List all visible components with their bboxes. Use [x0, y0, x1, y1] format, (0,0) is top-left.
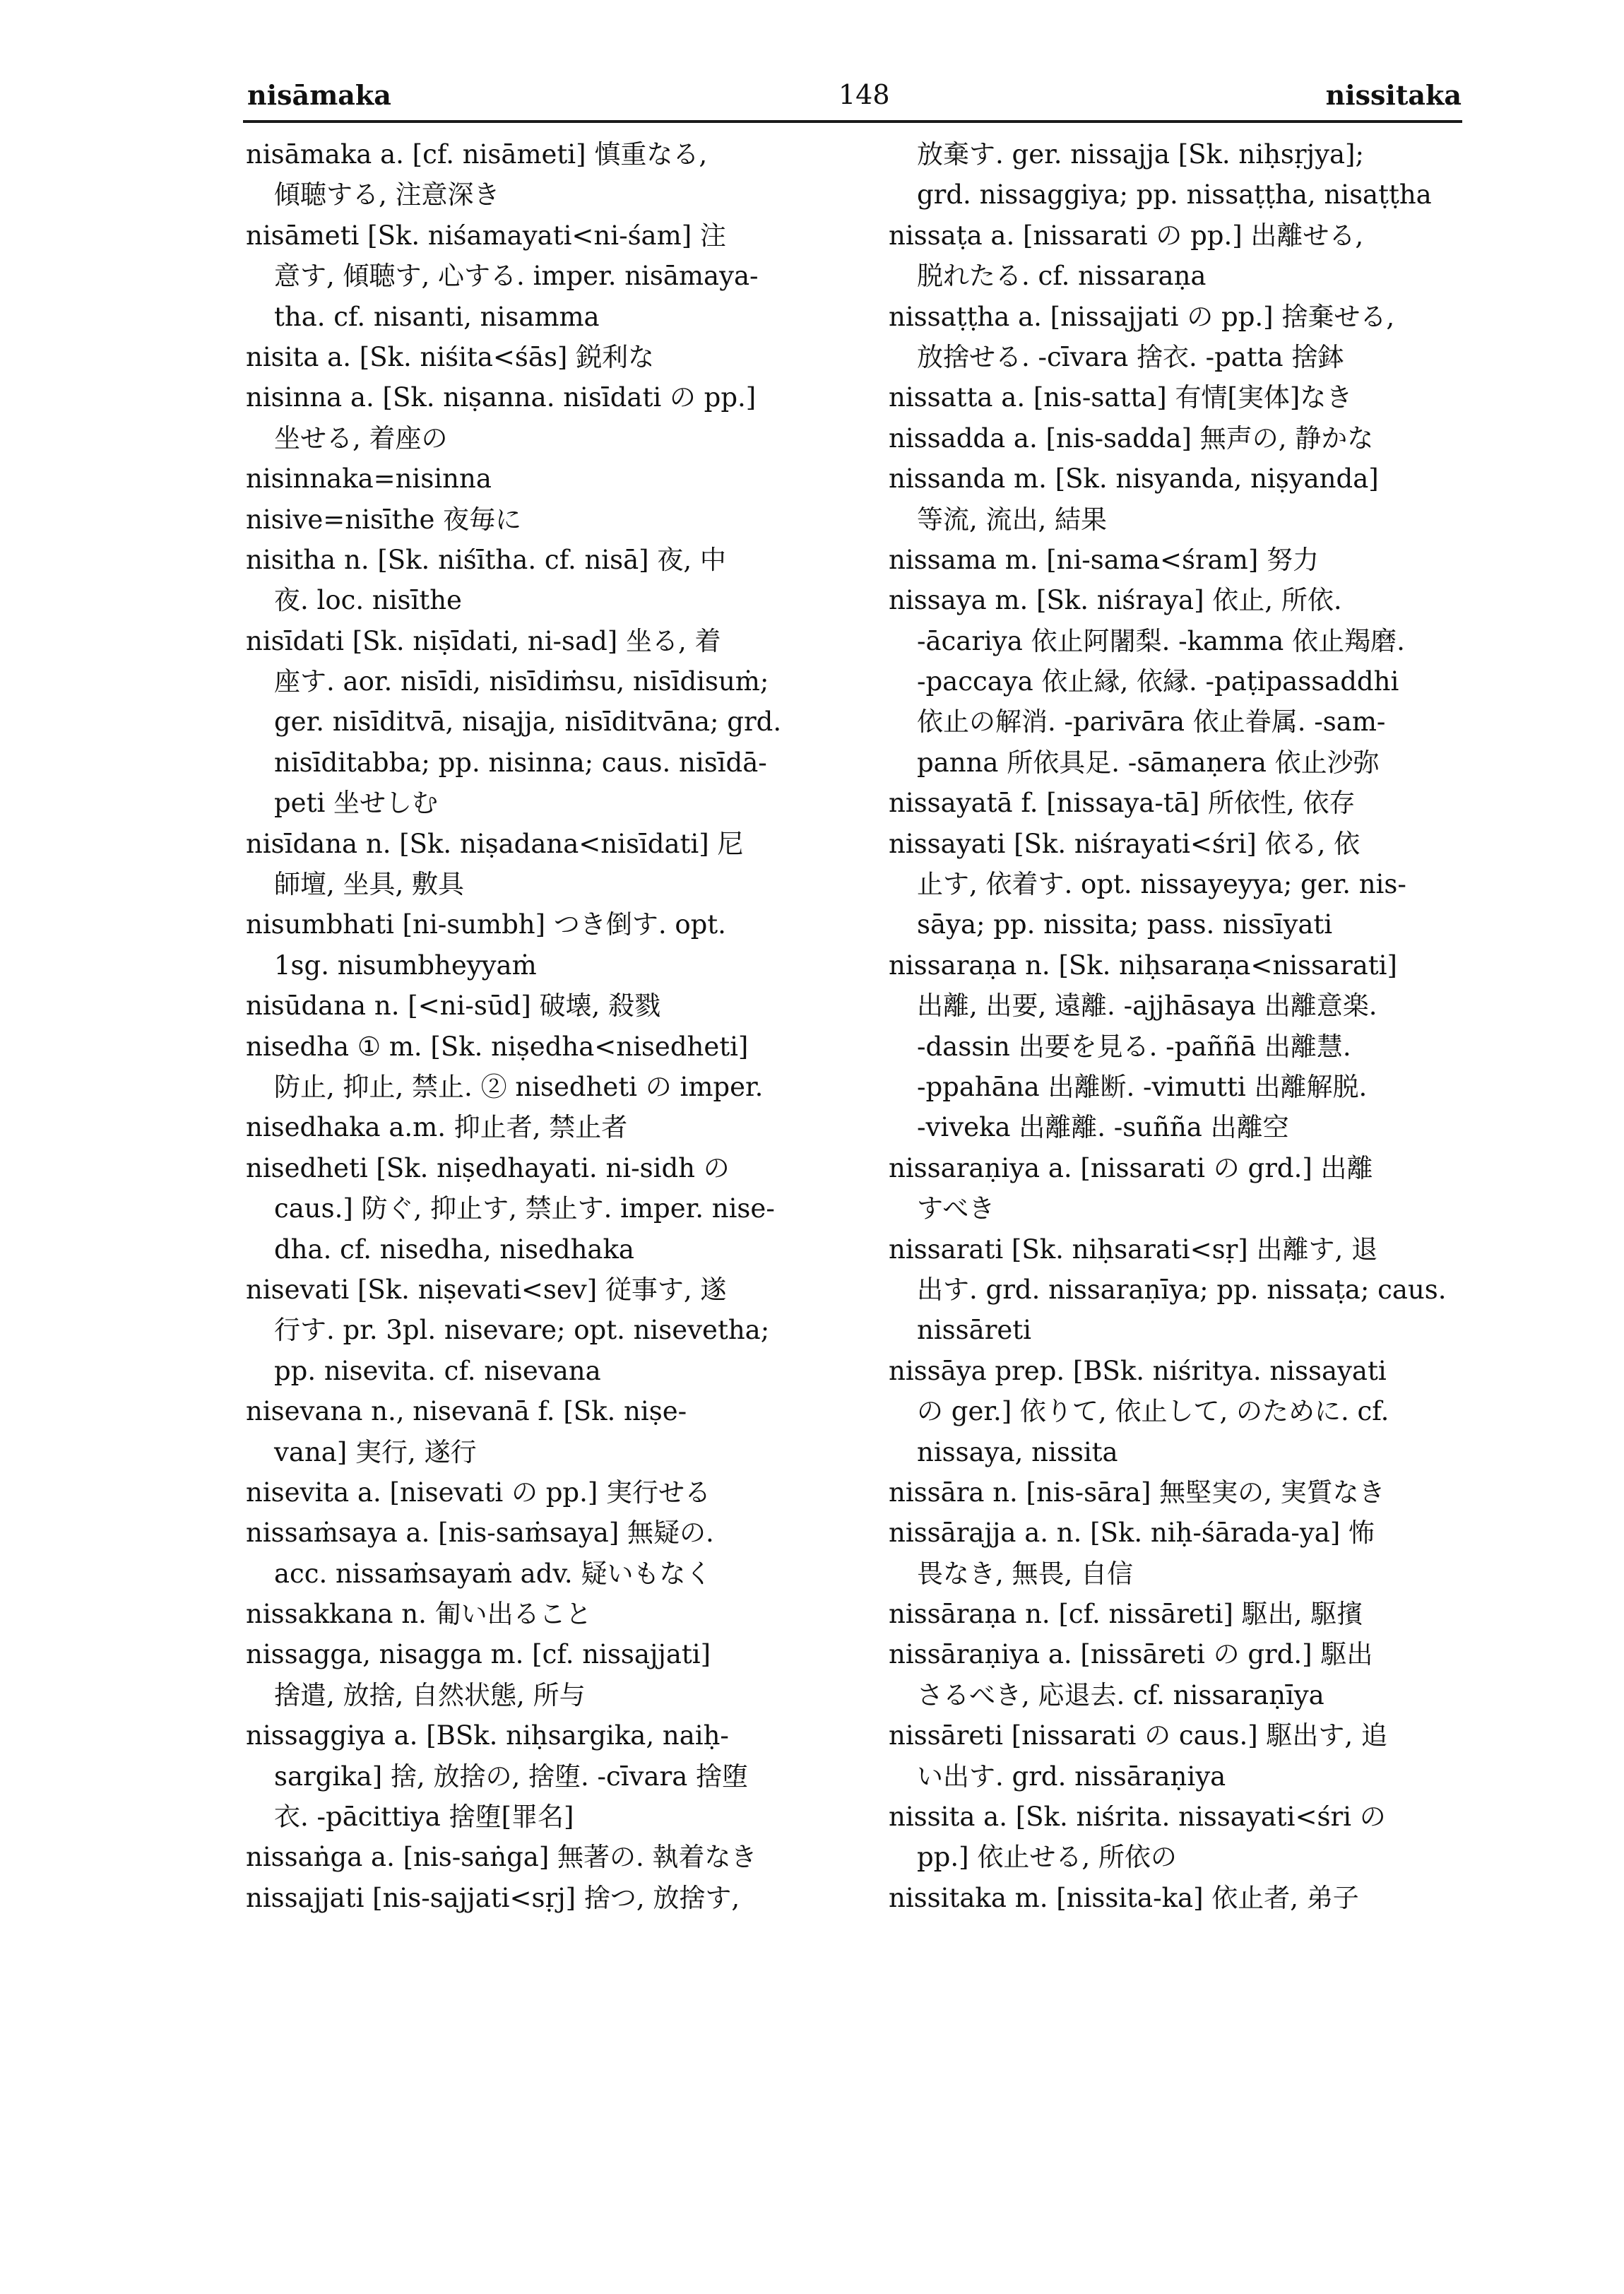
dictionary-line: nisevita a. [nisevati の pp.] 実行せる	[246, 1477, 711, 1508]
dictionary-line: nissāya prep. [BSk. niśritya. nissayati	[889, 1355, 1387, 1386]
dictionary-line: nissanda m. [Sk. nisyanda, niṣyanda]	[889, 463, 1379, 495]
dictionary-line: nissatta a. [nis-satta] 有情[実体]なき	[889, 382, 1353, 413]
dictionary-line: 捨遣, 放捨, 自然状態, 所与	[274, 1679, 586, 1710]
dictionary-line: panna 所依具足. -sāmaṇera 依止沙弥	[917, 747, 1380, 778]
running-head-left: nisāmaka	[247, 79, 391, 111]
dictionary-line: sāya; pp. nissita; pass. nissīyati	[917, 909, 1333, 940]
dictionary-line: grd. nissaggiya; pp. nissaṭṭha, nisaṭṭha	[917, 179, 1432, 211]
dictionary-line: -dassin 出要を見る. -paññā 出離慧.	[917, 1031, 1351, 1062]
dictionary-line: nisūdana n. [<ni-sūd] 破壊, 殺戮	[246, 991, 661, 1022]
dictionary-line: 意す, 傾聴す, 心する. imper. nisāmaya-	[274, 261, 759, 292]
dictionary-line: nisīdana n. [Sk. niṣadana<nisīdati] 尼	[246, 828, 744, 859]
right-column	[889, 134, 1496, 1918]
dictionary-line: nisāmaka a. [cf. nisāmeti] 慎重なる,	[246, 139, 708, 170]
dictionary-line: nissaya, nissita	[917, 1436, 1118, 1467]
dictionary-line: nisedhaka a.m. 抑止者, 禁止者	[246, 1112, 628, 1143]
dictionary-line: すべき	[917, 1193, 995, 1224]
dictionary-line: nissita a. [Sk. niśrita. nissayati<śri の	[889, 1802, 1386, 1833]
dictionary-line: vana] 実行, 遂行	[274, 1436, 477, 1467]
dictionary-line: nissayati [Sk. niśrayati<śri] 依る, 依	[889, 828, 1361, 859]
dictionary-line: nisitha n. [Sk. niśītha. cf. nisā] 夜, 中	[246, 544, 726, 575]
dictionary-line: nissaraṇa n. [Sk. niḥsaraṇa<nissarati]	[889, 950, 1397, 981]
dictionary-line: nissāreti	[917, 1315, 1031, 1346]
dictionary-line: い出す. grd. nissāraṇiya	[917, 1761, 1226, 1792]
dictionary-line: -ācariya 依止阿闍梨. -kamma 依止羯磨.	[917, 625, 1405, 656]
page-number: 148	[838, 79, 890, 110]
dictionary-line: nissaya m. [Sk. niśraya] 依止, 所依.	[889, 585, 1342, 616]
dictionary-line: nisumbhati [ni-sumbh] つき倒す. opt.	[246, 909, 726, 940]
dictionary-line: 坐せる, 着座の	[274, 422, 448, 454]
dictionary-line: 夜. loc. nisīthe	[274, 585, 462, 616]
dictionary-line: -ppahāna 出離断. -vimutti 出離解脱.	[917, 1071, 1368, 1102]
dictionary-line: nissitaka m. [nissita-ka] 依止者, 弟子	[889, 1882, 1359, 1913]
dictionary-line: 出離, 出要, 遠離. -ajjhāsaya 出離意楽.	[917, 991, 1377, 1022]
dictionary-line: さるべき, 応退去. cf. nissaraṇīya	[917, 1679, 1324, 1710]
dictionary-line: nissāra n. [nis-sāra] 無堅実の, 実質なき	[889, 1477, 1385, 1508]
dictionary-line: pp. nisevita. cf. nisevana	[274, 1355, 601, 1386]
dictionary-line: 止す, 依着す. opt. nissayeyya; ger. nis-	[917, 869, 1406, 900]
dictionary-line: nissarati [Sk. niḥsarati<sṛ] 出離す, 退	[889, 1234, 1378, 1265]
dictionary-line: nissadda a. [nis-sadda] 無声の, 静かな	[889, 422, 1374, 454]
dictionary-line: dha. cf. nisedha, nisedhaka	[274, 1234, 634, 1265]
dictionary-line: 等流, 流出, 結果	[917, 504, 1108, 535]
dictionary-line: nissagga, nisagga m. [cf. nissajjati]	[246, 1639, 711, 1670]
dictionary-line: の ger.] 依りて, 依止して, のために. cf.	[917, 1396, 1389, 1427]
dictionary-line: nissaggiya a. [BSk. niḥsargika, naiḥ-	[246, 1720, 729, 1751]
dictionary-line: 放棄す. ger. nissajja [Sk. niḥsṛjya];	[917, 139, 1364, 170]
dictionary-line: nissāreti [nissarati の caus.] 駆出す, 追	[889, 1720, 1387, 1751]
left-column	[246, 134, 853, 1918]
dictionary-line: 放捨せる. -cīvara 捨衣. -patta 捨鉢	[917, 341, 1344, 372]
dictionary-line: caus.] 防ぐ, 抑止す, 禁止す. imper. nise-	[274, 1193, 775, 1224]
dictionary-line: nissaṁsaya a. [nis-saṁsaya] 無疑の.	[246, 1518, 714, 1549]
dictionary-line: nisinna a. [Sk. niṣanna. nisīdati の pp.]	[246, 382, 757, 413]
dictionary-line: -viveka 出離離. -suñña 出離空	[917, 1112, 1289, 1143]
dictionary-line: nisevati [Sk. niṣevati<sev] 従事す, 遂	[246, 1274, 727, 1305]
dictionary-line: nisita a. [Sk. niśita<śās] 鋭利な	[246, 341, 655, 372]
dictionary-line: 脱れたる. cf. nissaraṇa	[917, 261, 1207, 292]
dictionary-line: nisive=nisīthe 夜毎に	[246, 504, 522, 535]
dictionary-line: nissāraṇiya a. [nissāreti の grd.] 駆出	[889, 1639, 1373, 1670]
dictionary-line: 畏なき, 無畏, 自信	[917, 1558, 1134, 1589]
dictionary-line: nissama m. [ni-sama<śram] 努力	[889, 544, 1320, 575]
dictionary-line: -paccaya 依止縁, 依縁. -paṭipassaddhi	[917, 666, 1399, 697]
dictionary-line: 出す. grd. nissaraṇīya; pp. nissaṭa; caus.	[917, 1274, 1447, 1305]
dictionary-line: 師壇, 坐具, 敷具	[274, 869, 465, 900]
dictionary-line: 衣. -pācittiya 捨堕[罪名]	[274, 1802, 574, 1833]
dictionary-line: 1sg. nisumbheyyaṁ	[274, 950, 537, 981]
dictionary-line: nissaraṇiya a. [nissarati の grd.] 出離	[889, 1152, 1373, 1183]
dictionary-line: nissajjati [nis-sajjati<sṛj] 捨つ, 放捨す,	[246, 1882, 740, 1913]
dictionary-line: 行す. pr. 3pl. nisevare; opt. nisevetha;	[274, 1315, 770, 1346]
dictionary-line: nisīditabba; pp. nisinna; caus. nisīdā-	[274, 747, 767, 778]
dictionary-line: nissāraṇa n. [cf. nissāreti] 駆出, 駆擯	[889, 1599, 1363, 1630]
dictionary-line: nisevana n., nisevanā f. [Sk. niṣe-	[246, 1396, 687, 1427]
dictionary-line: sargika] 捨, 放捨の, 捨堕. -cīvara 捨堕	[274, 1761, 749, 1792]
dictionary-line: nissakkana n. 匍い出ること	[246, 1599, 592, 1630]
dictionary-line: 座す. aor. nisīdi, nisīdiṁsu, nisīdisuṁ;	[274, 666, 769, 697]
dictionary-line: 防止, 抑止, 禁止. ② nisedheti の imper.	[274, 1071, 764, 1102]
dictionary-line: nissaṭa a. [nissarati の pp.] 出離せる,	[889, 220, 1364, 251]
running-head-right: nissitaka	[1325, 79, 1462, 111]
dictionary-line: nisinnaka=nisinna	[246, 463, 492, 495]
dictionary-line: peti 坐せしむ	[274, 788, 439, 819]
dictionary-line: tha. cf. nisanti, nisamma	[274, 301, 600, 332]
dictionary-line: ger. nisīditvā, nisajja, nisīditvāna; grd.	[274, 706, 782, 738]
dictionary-line: nisāmeti [Sk. niśamayati<ni-śam] 注	[246, 220, 726, 251]
dictionary-line: nisedheti [Sk. niṣedhayati. ni-sidh の	[246, 1152, 730, 1183]
dictionary-line: pp.] 依止せる, 所依の	[917, 1842, 1177, 1873]
header-rule	[243, 120, 1462, 123]
dictionary-line: 傾聴する, 注意深き	[274, 179, 500, 211]
dictionary-line: acc. nissaṁsayaṁ adv. 疑いもなく	[274, 1558, 712, 1589]
dictionary-line: nisīdati [Sk. niṣīdati, ni-sad] 坐る, 着	[246, 625, 721, 656]
dictionary-line: 依止の解消. -parivāra 依止眷属. -sam-	[917, 706, 1386, 738]
dictionary-line: nissārajja a. n. [Sk. niḥ-śārada-ya] 怖	[889, 1518, 1375, 1549]
dictionary-line: nissaṅga a. [nis-saṅga] 無著の. 執着なき	[246, 1842, 757, 1873]
dictionary-line: nissaṭṭha a. [nissajjati の pp.] 捨棄せる,	[889, 301, 1395, 332]
dictionary-line: nisedha ① m. [Sk. niṣedha<nisedheti]	[246, 1031, 749, 1062]
dictionary-line: nissayatā f. [nissaya-tā] 所依性, 依存	[889, 788, 1356, 819]
